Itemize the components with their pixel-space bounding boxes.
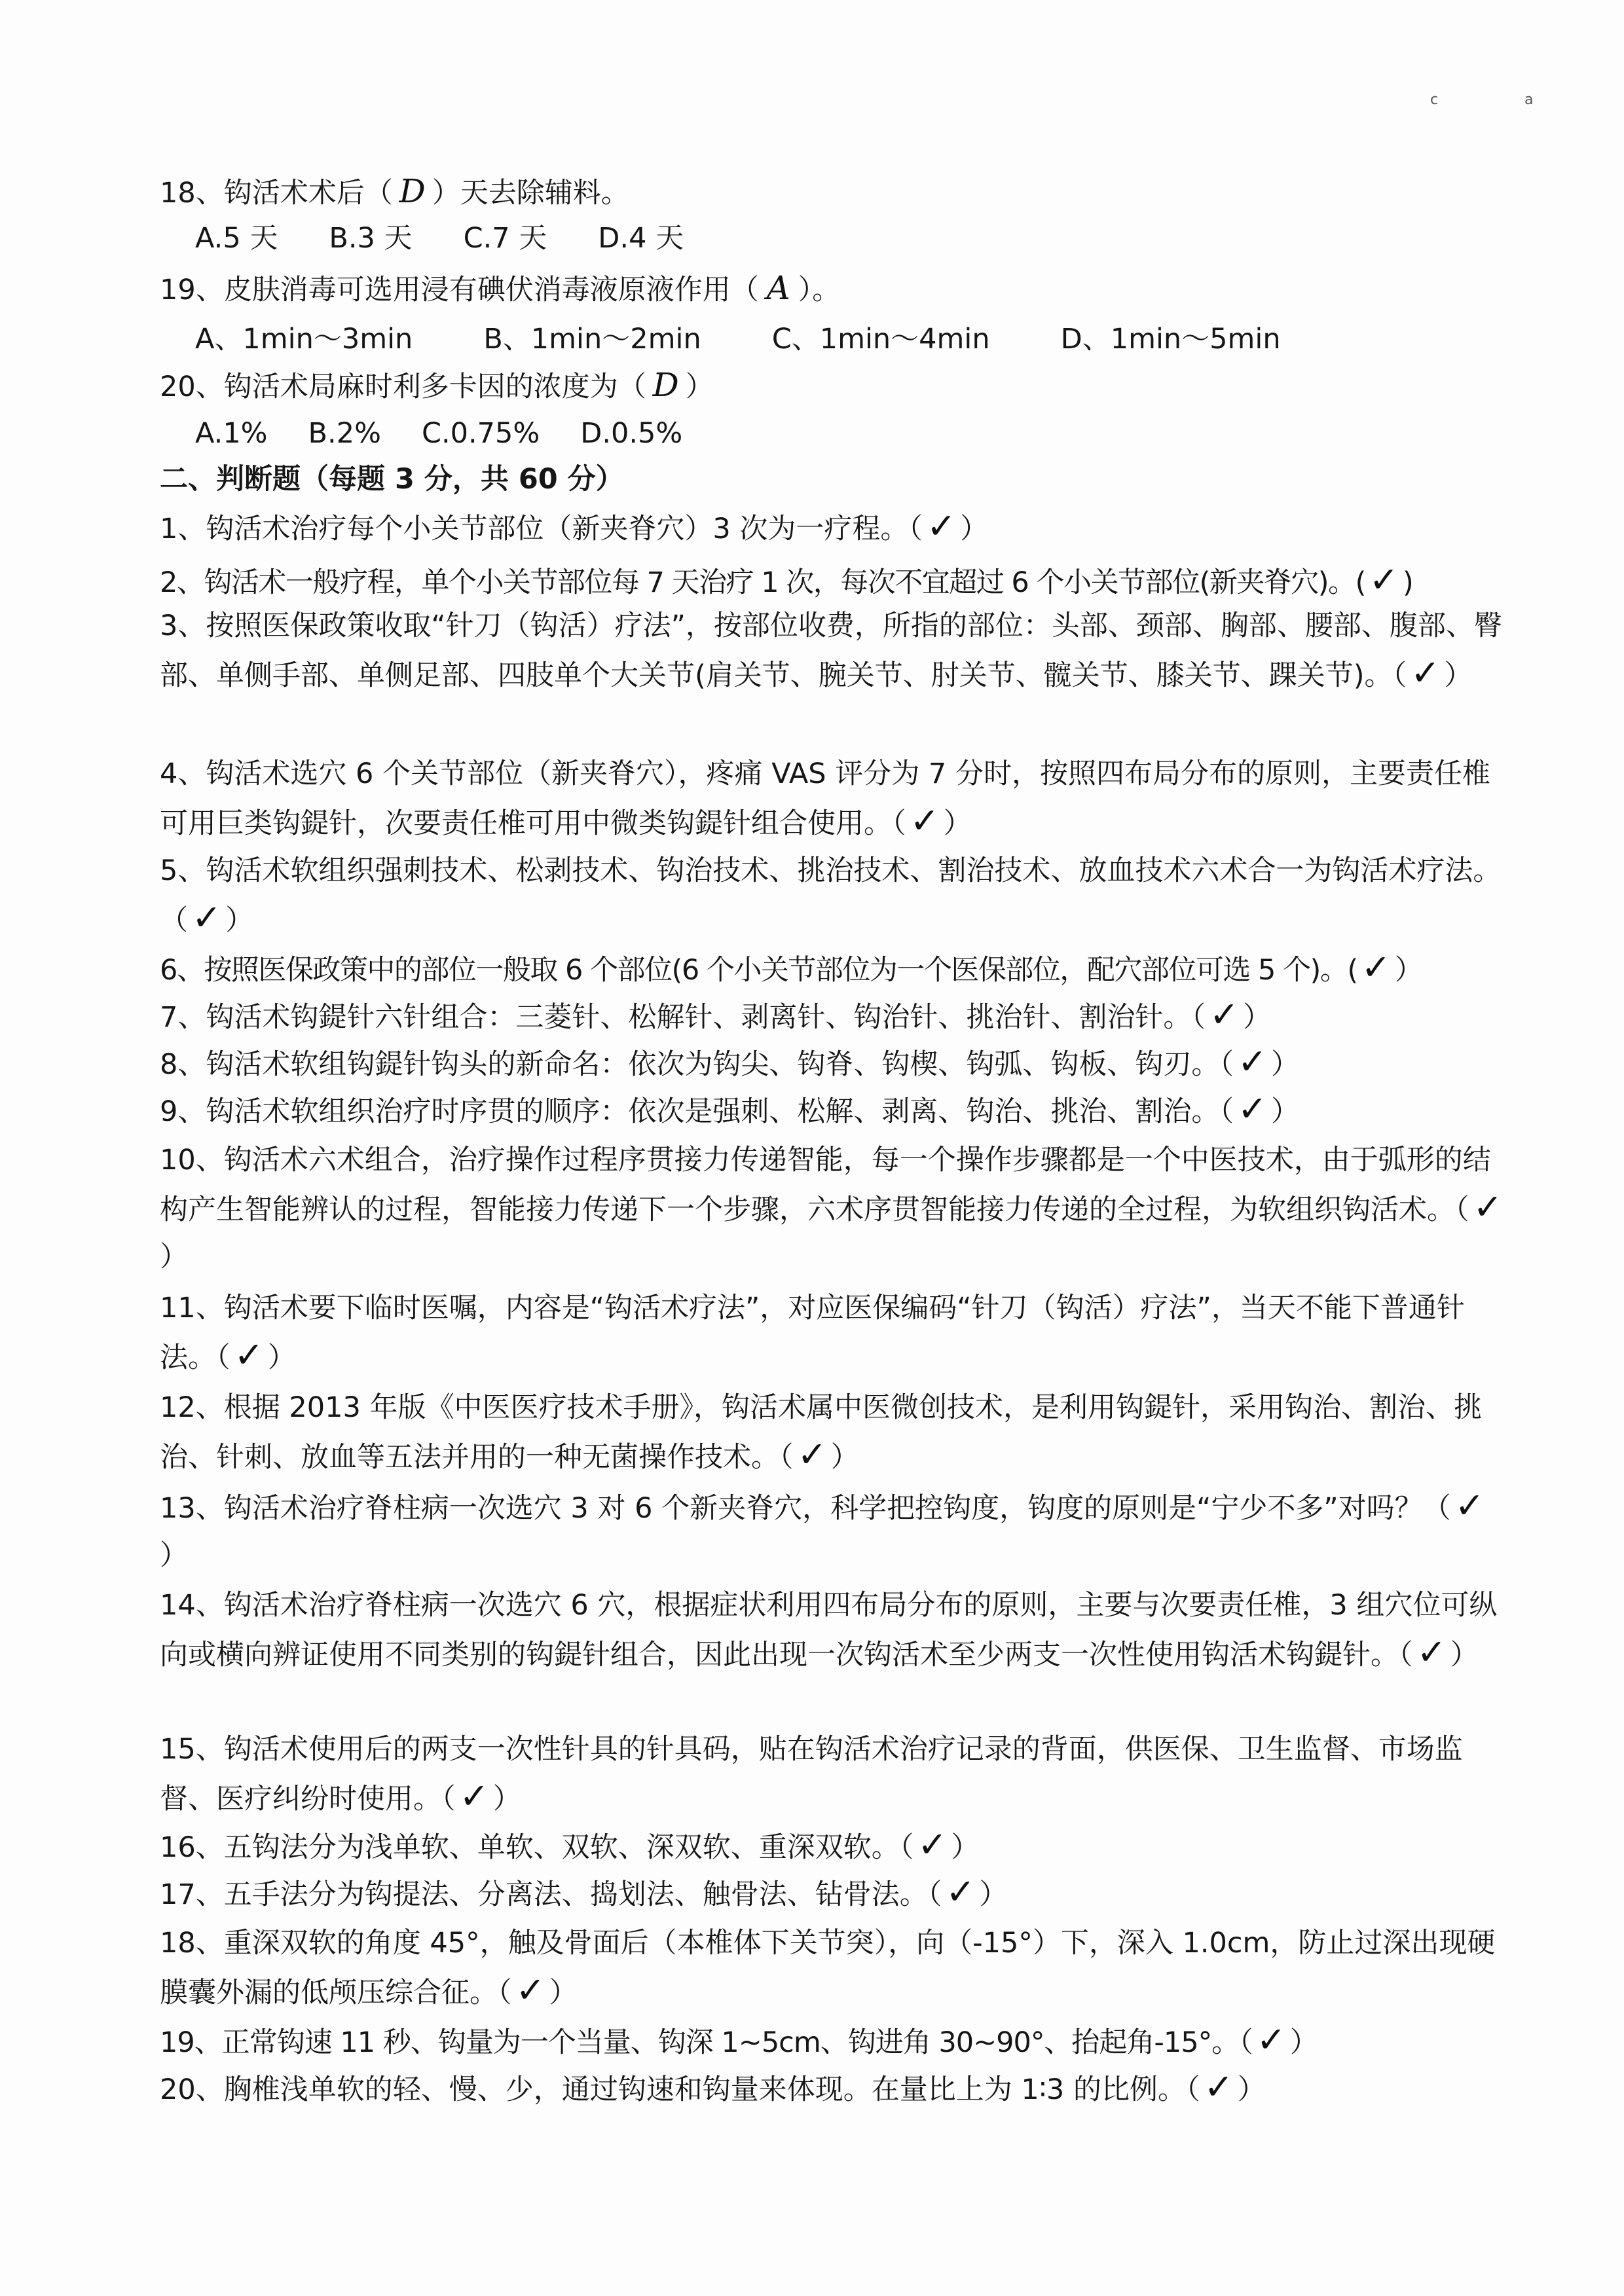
check-icon: ✓: [1361, 948, 1391, 988]
tf-question-17: [160, 1872, 1509, 1914]
question-close: ）: [225, 904, 254, 937]
question-stem: 20、钩活术局麻时利多卡因的浓度为（: [160, 371, 646, 403]
question-text: 14、钩活术治疗脊柱病一次选穴 6 穴，根据症状利用四布局分布的原则，主要与次要责任椎，3 组穴位可纵向或横向辨证使用不同类别的钩鍉针组合，因此出现一次钩活术至少两支一次性使用钩活术钩鍉针。（: [160, 1589, 1498, 1671]
question-text: 16、五钩法分为浅单软、单软、双软、深双软、重深双软。（: [160, 1831, 914, 1864]
check-icon: ✓: [926, 507, 957, 547]
handwritten-answer: D: [652, 366, 679, 404]
question-text: 12、根据 2013 年版《中医医疗技术手册》，钩活术属中医微创技术，是利用钩鍉针，采用钩治、割治、挑治、针刺、放血等五法并用的一种无菌操作技术。（: [160, 1391, 1482, 1474]
question-close: ）: [1394, 954, 1423, 987]
check-icon: ✓: [917, 1825, 948, 1865]
question-close: ）: [267, 1341, 296, 1374]
question-text: 19、正常钩速 11 秒、钩量为一个当量、钩深 1~5cm、钩进角 30~90°、抬起角-15°。（: [160, 2026, 1253, 2059]
question-text: 6、按照医保政策中的部位一般取 6 个部位(6 个小关节部位为一个医保部位，配穴部位可选 5 个)。(: [160, 954, 1357, 987]
question-text: 3、按照医保政策收取“针刀（钩活）疗法”，按部位收费，所指的部位：头部、颈部、胸部、腰部、腹部、臀部、单侧手部、单侧足部、四肢单个大关节(肩关节、腕关节、肘关节、髋关节、膝关节、踝关节)。（: [160, 610, 1502, 692]
option-a: A、1min～3min: [195, 323, 413, 355]
question-close: ）: [979, 1878, 1008, 1911]
question-close: ）: [492, 1783, 521, 1815]
question-stem-end: ）。: [798, 274, 841, 306]
question-text: 15、钩活术使用后的两支一次性针具的针具码，贴在钩活术治疗记录的背面，供医保、卫生监督、市场监督、医疗纠纷时使用。（: [160, 1733, 1463, 1815]
question-close: ）: [830, 1441, 859, 1474]
option-b: B.3 天: [329, 222, 413, 255]
question-close: ）: [160, 1539, 188, 1572]
question-text: 5、钩活术软组织强刺技术、松剥技术、钩治技术、挑治技术、割治技术、放血技术六术合一为钩活术疗法。（: [160, 854, 1502, 937]
option-d: D.0.5%: [580, 417, 683, 450]
question-close: ）: [1271, 1048, 1300, 1081]
check-icon: ✓: [1209, 995, 1240, 1035]
tf-question-3: [160, 602, 1509, 744]
check-icon: ✓: [1454, 1485, 1485, 1526]
option-c: C.0.75%: [421, 417, 540, 450]
option-a: A.1%: [195, 417, 268, 450]
mc-question-19: [160, 268, 1509, 310]
check-icon: ✓: [946, 1872, 976, 1912]
question-close: ）: [1271, 1095, 1300, 1128]
handwritten-answer: D: [399, 172, 426, 210]
mc-options-19: [195, 319, 1544, 359]
tf-question-12: [160, 1384, 1509, 1478]
option-a: A.5 天: [195, 222, 278, 255]
mc-options-18: [195, 219, 1544, 258]
question-text: 13、钩活术治疗脊柱病一次选穴 3 对 6 个新夹脊穴，科学把控钩度，钩度的原则是“宁少不多”对吗？（: [160, 1492, 1451, 1525]
option-c: C.7 天: [463, 222, 547, 255]
mc-options-20: [195, 414, 1544, 453]
option-c: C、1min～4min: [771, 323, 990, 355]
question-text: 8、钩活术软组钩鍉针钩头的新命名：依次为钩尖、钩脊、钩楔、钩弧、钩板、钩刃。（: [160, 1048, 1234, 1081]
mc-question-18: [160, 172, 1509, 213]
question-text: 9、钩活术软组织治疗时序贯的顺序：依次是强刺、松解、剥离、钩治、挑治、割治。（: [160, 1095, 1234, 1128]
question-text: 10、钩活术六术组合，治疗操作过程序贯接力传递智能，每一个操作步骤都是一个中医技术，由于弧形的结构产生智能辨认的过程，智能接力传递下一个步骤，六术序贯智能接力传递的全过程，为软组织钩活术。（: [160, 1144, 1491, 1226]
tf-question-2: [160, 560, 1509, 602]
check-icon: ✓: [1256, 2020, 1286, 2060]
corner-mark-left: c: [1430, 92, 1439, 108]
check-icon: ✓: [1237, 1042, 1268, 1082]
check-icon: ✓: [459, 1776, 489, 1817]
check-icon: ✓: [797, 1434, 827, 1475]
option-d: D、1min～5min: [1060, 323, 1281, 355]
tf-question-11: [160, 1285, 1509, 1379]
tf-question-6: [160, 948, 1509, 990]
option-b: B.2%: [308, 417, 381, 450]
check-icon: ✓: [910, 800, 940, 841]
tf-question-20: [160, 2068, 1509, 2109]
question-close: ): [1403, 566, 1414, 599]
check-icon: ✓: [192, 897, 222, 938]
tf-question-5: [160, 847, 1509, 941]
handwritten-answer: A: [766, 269, 790, 307]
question-text: 20、胸椎浅单软的轻、慢、少，通过钩速和钩量来体现。在量比上为 1∶3 的比例。（: [160, 2073, 1200, 2106]
tf-question-1: [160, 507, 1509, 549]
section-title-true-false: 二、判断题（每题 3 分，共 60 分）: [160, 463, 624, 496]
check-icon: ✓: [1473, 1186, 1503, 1228]
question-text: 7、钩活术钩鍉针六针组合：三菱针、松解针、剥离针、钩治针、挑治针、割治针。（: [160, 1001, 1206, 1034]
check-icon: ✓: [515, 1969, 545, 2011]
corner-mark-right: a: [1524, 92, 1534, 108]
question-close: ）: [1444, 659, 1473, 692]
question-text: 17、五手法分为钩提法、分离法、捣划法、触骨法、钻骨法。（: [160, 1878, 942, 1911]
question-text: 1、钩活术治疗每个小关节部位（新夹脊穴）3 次为一疗程。（: [160, 513, 923, 545]
tf-question-14: [160, 1582, 1509, 1723]
question-close: ）: [549, 1977, 578, 2009]
tf-question-4: [160, 750, 1509, 845]
question-stem: 19、皮肤消毒可选用浸有碘伏消毒液原液作用（: [160, 274, 759, 306]
question-stem-end: ）天去除辅料。: [432, 177, 629, 210]
question-text: 18、重深双软的角度 45°，触及骨面后（本椎体下关节突），向（-15°）下，深入 1.0cm，防止过深出现硬膜囊外漏的低颅压综合征。（: [160, 1927, 1496, 2009]
tf-question-7: [160, 995, 1509, 1037]
question-close: ）: [943, 807, 972, 840]
question-text: 2、钩活术一般疗程，单个小关节部位每 7 天治疗 1 次，每次不宜超过 6 个小关节部位(新夹脊穴)。(: [160, 566, 1365, 599]
question-stem: 18、钩活术术后（: [160, 177, 393, 210]
tf-question-13: [160, 1482, 1509, 1576]
option-b: B、1min～2min: [483, 323, 701, 355]
question-close: ）: [1289, 2026, 1318, 2059]
tf-question-18: [160, 1920, 1509, 2014]
tf-question-9: [160, 1089, 1509, 1131]
check-icon: ✓: [1369, 560, 1399, 600]
question-text: 11、钩活术要下临时医嘱，内容是“钩活术疗法”，对应医保编码“针刀（钩活）疗法”，当天不能下普通针法。（: [160, 1292, 1465, 1374]
question-close: ）: [160, 1241, 188, 1273]
question-close: ）: [951, 1831, 980, 1864]
question-stem-end: ）: [685, 371, 714, 403]
mc-question-20: [160, 365, 1509, 407]
tf-question-10: [160, 1137, 1509, 1278]
check-icon: ✓: [1237, 1089, 1268, 1129]
tf-question-19: [160, 2020, 1509, 2062]
option-d: D.4 天: [598, 222, 684, 255]
check-icon: ✓: [234, 1334, 264, 1376]
question-close: ）: [1243, 1001, 1272, 1034]
tf-question-8: [160, 1042, 1509, 1084]
question-close: ）: [1450, 1639, 1479, 1671]
tf-question-15: [160, 1726, 1509, 1820]
check-icon: ✓: [1416, 1631, 1447, 1673]
check-icon: ✓: [1411, 652, 1441, 693]
tf-question-16: [160, 1825, 1509, 1867]
question-text: 4、钩活术选穴 6 个关节部位（新夹脊穴），疼痛 VAS 评分为 7 分时，按照四布局分布的原则，主要责任椎可用巨类钩鍉针，次要责任椎可用中微类钩鍉针组合使用。（: [160, 757, 1490, 840]
question-close: ）: [1237, 2073, 1266, 2106]
question-close: ）: [960, 513, 989, 545]
check-icon: ✓: [1204, 2068, 1234, 2107]
